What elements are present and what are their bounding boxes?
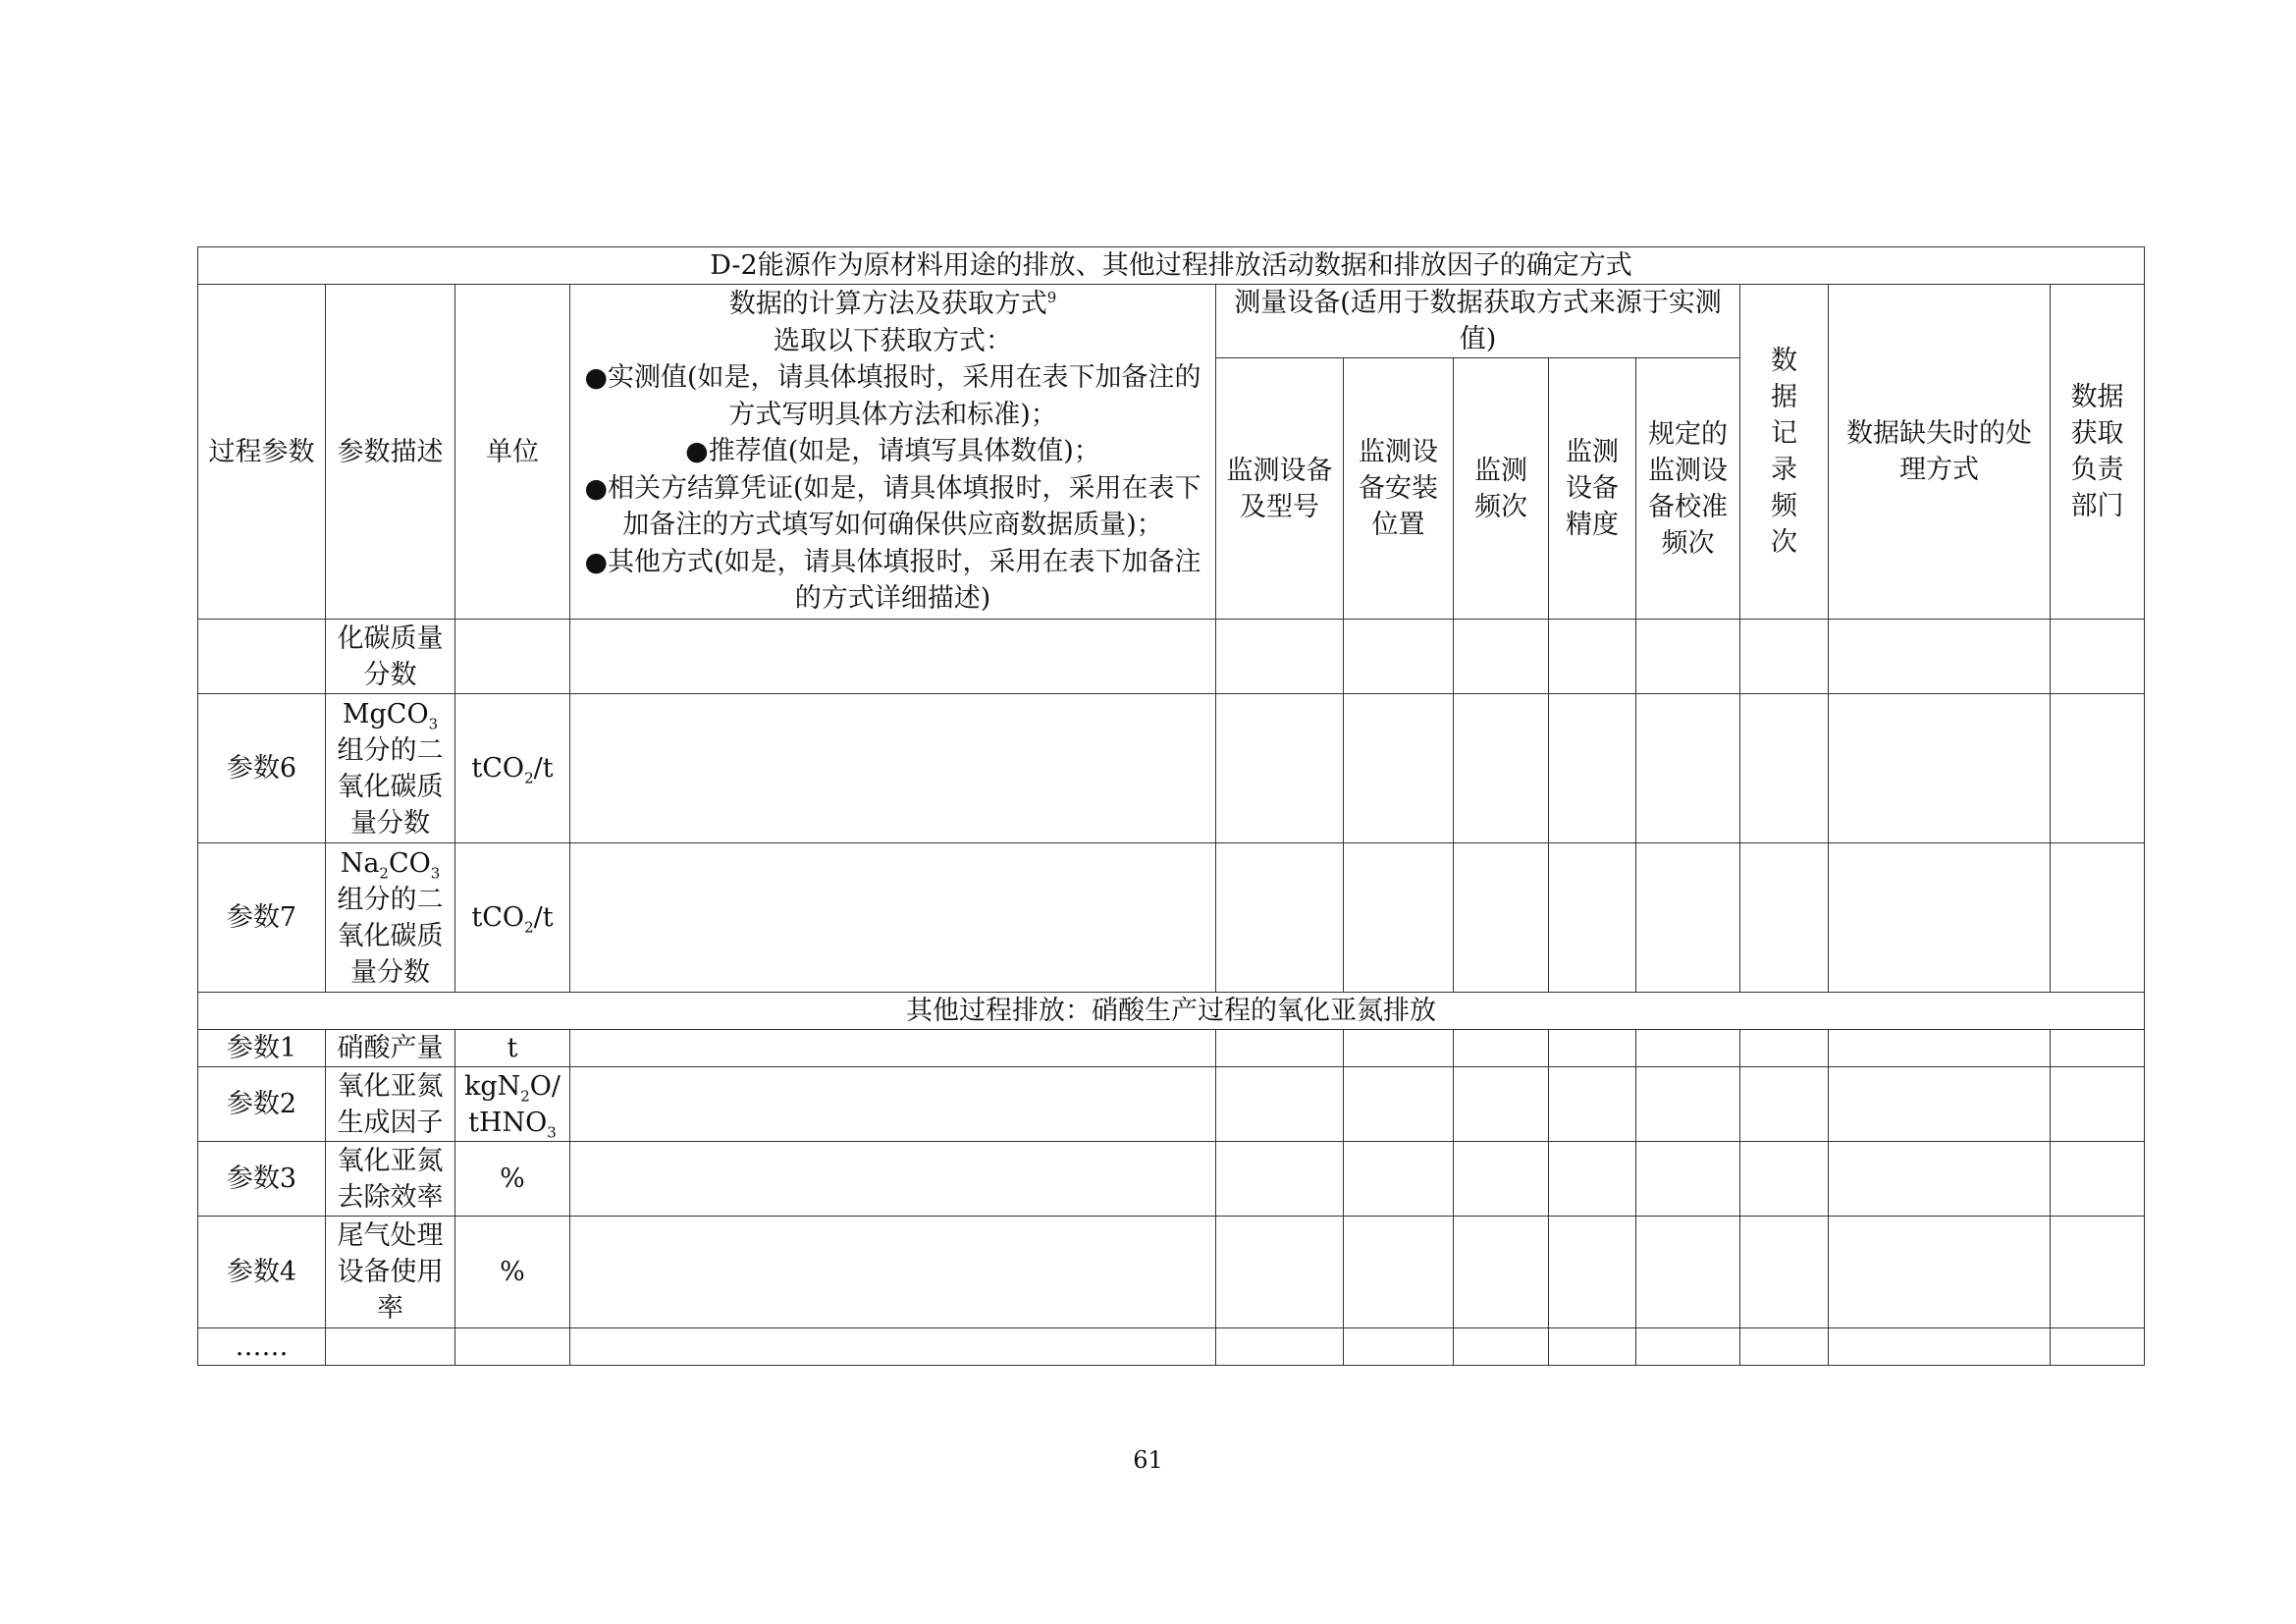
table-row [198, 1067, 2145, 1142]
unit-cell [455, 1328, 570, 1366]
method-title: 数据的计算方法及获取方式$^9$ [728, 289, 1057, 320]
param-cell: 参数6 [198, 694, 326, 843]
unit-cell: t [455, 1030, 570, 1067]
section-title-nitric-acid: 其他过程排放：硝酸生产过程的氧化亚氮排放 [198, 993, 2145, 1030]
unit-cell: kgN$_2$O/ tHNO$_3$ [455, 1067, 570, 1142]
method-line: ●其他方式(如是，请具体填报时，采用在表下加备注的方式详细描述) [584, 546, 1201, 615]
method-line: ●推荐值(如是，请填写具体数值)； [685, 436, 1100, 467]
table-row [198, 1142, 2145, 1217]
table-row [198, 1217, 2145, 1328]
header-measure-group: 测量设备(适用于数据获取方式来源于实测值) [1216, 285, 1740, 358]
table-row [198, 694, 2145, 843]
desc-cell: 硝酸产量 [326, 1030, 455, 1067]
param-cell: 参数7 [198, 843, 326, 993]
unit-cell: % [455, 1217, 570, 1328]
page-number: 61 [1133, 1446, 1163, 1474]
method-line: ●实测值(如是，请具体填报时，采用在表下加备注的方式写明具体方法和标准)； [584, 362, 1201, 430]
header-param-desc: 参数描述 [326, 285, 455, 620]
desc-cell: MgCO$_3$组分的二氧化碳质量分数 [326, 694, 455, 843]
unit-cell [455, 620, 570, 694]
header-missing-handling: 数据缺失时的处理方式 [1829, 285, 2051, 620]
header-calibration-freq: 规定的监测设备校准频次 [1636, 358, 1740, 620]
table-row [198, 1328, 2145, 1366]
desc-cell: $Na_2CO_3$组分的二氧化碳质量分数 [326, 843, 455, 993]
desc-cell: 氧化亚氮生成因子 [326, 1067, 455, 1142]
desc-cell: 化碳质量分数 [326, 620, 455, 694]
header-record-freq: 数据记录频次 [1740, 285, 1829, 620]
header-responsible-dept: 数据获取负责部门 [2051, 285, 2145, 620]
unit-cell: tCO$_2$/t [455, 843, 570, 993]
param-cell: …… [198, 1328, 326, 1366]
header-process-param: 过程参数 [198, 285, 326, 620]
desc-cell: 氧化亚氮去除效率 [326, 1142, 455, 1217]
method-line: ●相关方结算凭证(如是，请具体填报时，采用在表下加备注的方式填写如何确保供应商数据质量)； [584, 472, 1201, 541]
header-unit: 单位 [455, 285, 570, 620]
param-cell: 参数2 [198, 1067, 326, 1142]
desc-cell: 尾气处理设备使用率 [326, 1217, 455, 1328]
table-row [198, 1030, 2145, 1067]
table-row [198, 620, 2145, 694]
emission-data-table [197, 246, 2145, 1366]
table-row [198, 843, 2145, 993]
param-cell [198, 620, 326, 694]
header-monitor-freq: 监测频次 [1454, 358, 1549, 620]
unit-cell: % [455, 1142, 570, 1217]
desc-cell [326, 1328, 455, 1366]
unit-cell: tCO$_2$/t [455, 694, 570, 843]
param-cell: 参数3 [198, 1142, 326, 1217]
header-monitor-device: 监测设备及型号 [1216, 358, 1344, 620]
header-method [570, 285, 1216, 620]
header-device-accuracy: 监测设备精度 [1549, 358, 1636, 620]
param-cell: 参数4 [198, 1217, 326, 1328]
param-cell: 参数1 [198, 1030, 326, 1067]
header-install-location: 监测设备安装位置 [1344, 358, 1454, 620]
method-line: 选取以下获取方式： [774, 325, 1012, 356]
section-title-d2: D-2能源作为原材料用途的排放、其他过程排放活动数据和排放因子的确定方式 [198, 247, 2145, 285]
